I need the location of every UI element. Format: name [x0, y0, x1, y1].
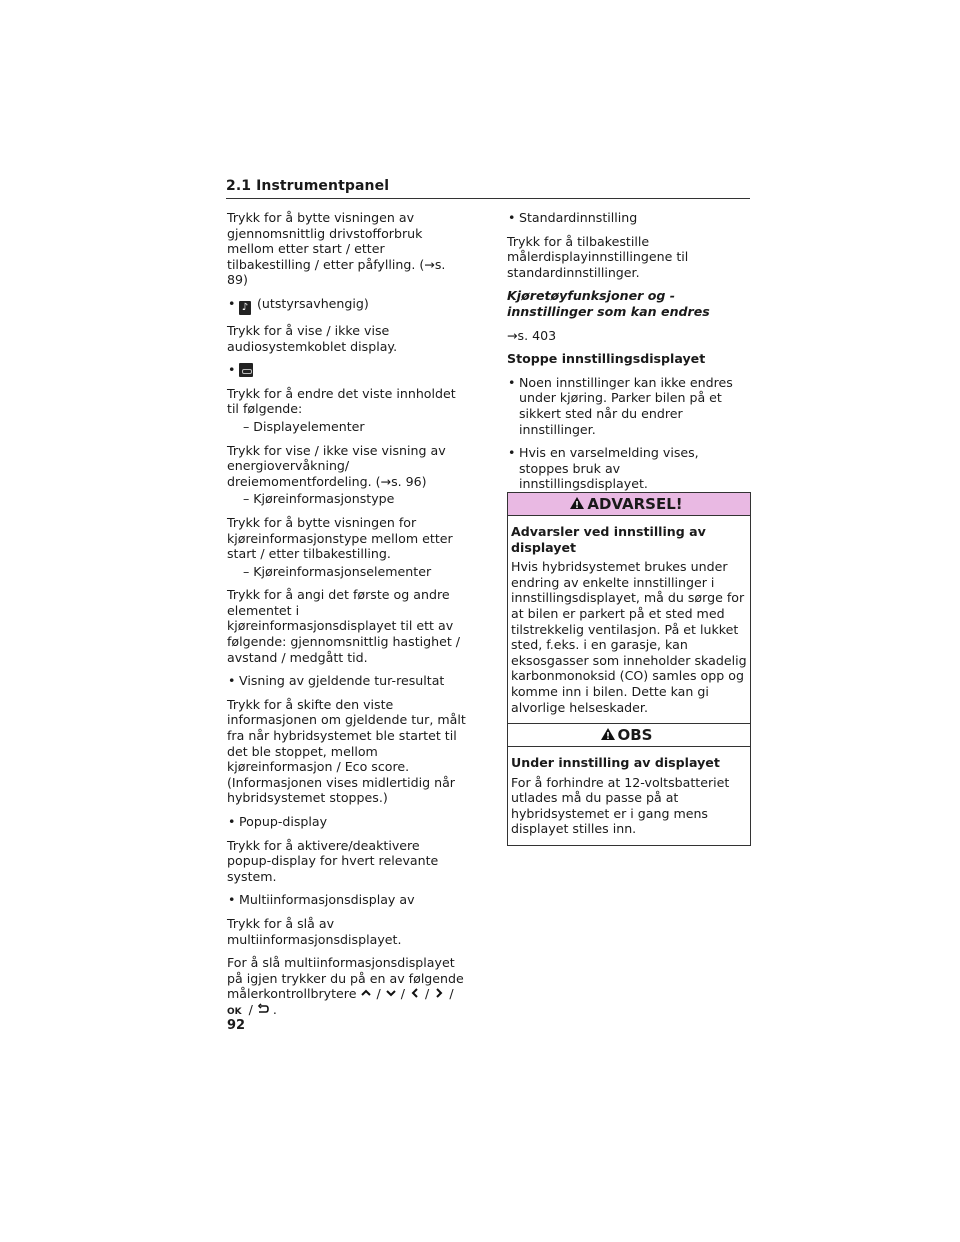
paragraph: Trykk for å aktivere/deaktivere popup-display for hvert relevante system. [227, 837, 439, 884]
bullet-item: • Visning av gjeldende tur-resultat [227, 673, 467, 689]
left-column [227, 210, 467, 1029]
separator: / [425, 986, 430, 1002]
paragraph: Trykk for å angi det første og andre elementet i kjøreinformasjonsdisplayet til ett av følgende: gjennomsnittlig hastighet / avstand / medgått tid. [227, 587, 461, 665]
warning-body [508, 516, 750, 723]
warning-header [508, 493, 750, 516]
bullet-item: • Popup-display [227, 814, 467, 830]
paragraph-text: For å slå multiinformasjonsdisplayet på igjen trykker du på en av følgende målerkontrollbrytere [227, 955, 464, 1002]
sub-item: – Kjøreinformasjonstype [243, 491, 395, 507]
paragraph: Trykk for å bytte visningen av gjennomsnittlig drivstofforbruk mellom etter start / etter tilbakestilling / etter påfylling. (→s. 89) [227, 210, 446, 288]
warning-triangle-icon [569, 496, 585, 510]
chevron-left-icon [409, 987, 421, 999]
chevron-down-icon [385, 987, 397, 999]
paragraph: Trykk for å endre det viste innholdet til følgende: [227, 385, 456, 417]
notice-title: Under innstilling av displayet [511, 755, 720, 770]
notice-text: For å forhindre at 12-voltsbatteriet utlades må du passe på at hybridsystemet er i gang mens displayet stilles inn. [511, 774, 730, 837]
sub-item: – Kjøreinformasjonselementer [243, 563, 432, 579]
paragraph-with-icons [227, 955, 467, 1020]
paragraph: Trykk for å skifte den viste informasjonen om gjeldende tur, målt fra når hybridsystemet ble startet til det ble stoppet, mellom kjøreinformasjon / Eco score. (Informasjonen vises midlertidig når hybridsystemet stoppes.) [227, 696, 466, 806]
car-display-icon [239, 363, 253, 377]
sub-item: – Displayelementer [243, 418, 365, 434]
notice-box [507, 723, 751, 846]
bullet-item: • Standardinnstilling [507, 210, 751, 226]
warning-title: Advarsler ved innstilling av displayet [511, 524, 706, 555]
separator: / [248, 1001, 253, 1017]
paragraph: Trykk for å vise / ikke vise audiosystemkoblet display. [227, 322, 398, 354]
paragraph: Trykk for vise / ikke vise visning av energiovervåkning/ dreiemomentfordeling. (→s. 96) [227, 442, 446, 489]
warning-text: Hvis hybridsystemet brukes under endring av enkelte innstillinger i innstillingsdisplayet, må du sørge for at bilen er parkert på et sted med tilstrekkelig ventilasjon. På et lukket sted, f.eks. i en garasje, kan eksosgasser som inneholder skadelig karbonmonoksid (CO) samles opp og komme inn i bilen. Dette kan gi alvorlige helseskader. [511, 559, 747, 715]
page-number: 92 [227, 1018, 246, 1033]
warning-box [507, 492, 751, 724]
notice-label: OBS [617, 726, 653, 744]
bullet-item: • Multiinformasjonsdisplay av [227, 892, 467, 908]
bullet-item: • Hvis en varselmelding vises, stoppes bruk av innstillingsdisplayet. [507, 445, 751, 492]
chevron-up-icon [360, 987, 372, 999]
bullet-item [227, 296, 467, 315]
notice-header [508, 724, 750, 747]
back-arrow-icon [257, 1003, 269, 1015]
warning-label: ADVARSEL! [587, 495, 683, 513]
separator: / [376, 986, 381, 1002]
notice-body [508, 747, 750, 845]
section-header: 2.1 Instrumentpanel [226, 178, 750, 199]
chevron-right-icon [433, 987, 445, 999]
subheading: Stoppe innstillingsdisplayet [507, 351, 706, 367]
bullet-item [227, 362, 467, 378]
music-note-icon: ♪ [239, 301, 251, 315]
ok-icon: OK [227, 1006, 242, 1017]
bullet-item: • Noen innstillinger kan ikke endres under kjøring. Parker bilen på et sikkert sted når du endrer innstillinger. [507, 375, 751, 437]
bullet-text: (utstyrsavhengig) [257, 295, 369, 311]
paragraph: Trykk for å tilbakestille målerdisplayinnstillingene til standardinnstillinger. [507, 233, 689, 280]
paragraph: Trykk for å bytte visningen for kjøreinformasjonstype mellom etter start / etter tilbakestilling. [227, 514, 453, 562]
subheading: Kjøretøyfunksjoner og -innstillinger som kan endres [507, 288, 710, 319]
period: . [272, 1001, 277, 1017]
page-reference: →s. 403 [507, 327, 557, 343]
paragraph: Trykk for å slå av multiinformasjonsdisplayet. [227, 915, 402, 947]
separator: / [449, 986, 454, 1002]
separator: / [400, 986, 406, 1002]
right-column [507, 210, 751, 500]
warning-triangle-icon [600, 727, 616, 741]
